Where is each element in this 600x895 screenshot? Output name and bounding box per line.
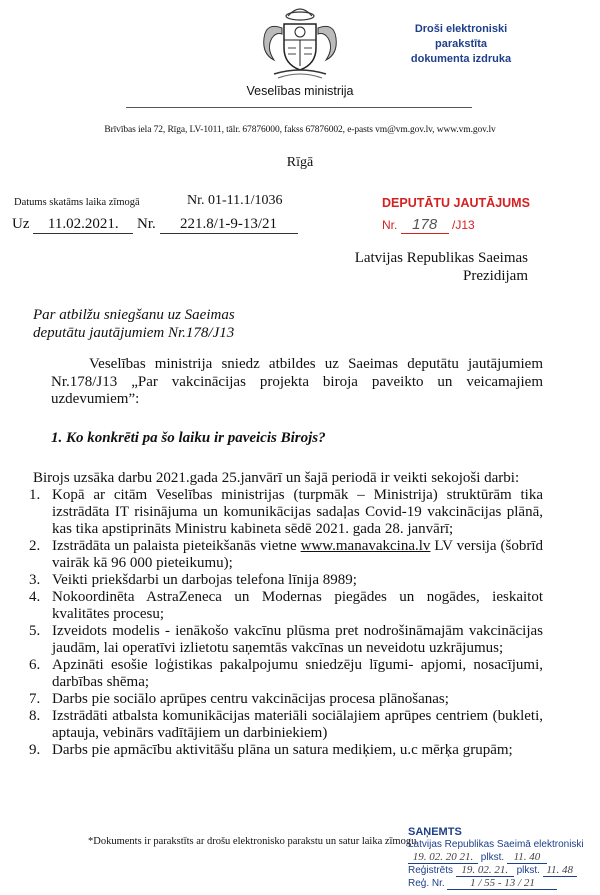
regnr-label: Reģ. Nr.	[408, 878, 445, 889]
list-item-number: 8.	[29, 708, 41, 724]
list-item-number: 7.	[29, 691, 41, 707]
received-date: 19. 02. 20 21.	[408, 851, 478, 864]
list-item-text: Izstrādāti atbalsta komunikācijas materiāli sociālajiem aprūpes centriem (bukleti, aptauja, vebinārs vadītājiem un darbiniekiem)	[52, 708, 543, 741]
list-item	[0, 538, 543, 572]
place: Rīgā	[286, 155, 314, 170]
list-item-text: Izveidots modelis - ienākošo vakcīnu plūsma pret nodrošināmajām vakcinācijas jaudām, lai operatīvi izlietotu saņemtās vakcīnas un neveidotu uzkrājumus;	[52, 623, 543, 656]
addressee-line1: Latvijas Republikas Saeimas	[354, 250, 528, 266]
signature-stamp	[396, 22, 526, 67]
subject-line1: Par atbilžu sniegšanu uz Saeimas	[33, 307, 235, 323]
registered-time-label: plkst.	[516, 865, 540, 876]
list-item-number: 2.	[29, 538, 41, 554]
received-org: Latvijas Republikas Saeimā elektroniski	[408, 839, 584, 850]
document-number: Nr. 01-11.1/1036	[187, 193, 283, 208]
body-paragraph: Veselības ministrija sniedz atbildes uz Saeimas deputātu jautājumiem Nr.178/J13 „Par vakcinācijas projekta biroja paveikto un veicamajiem uzdevumiem”:	[51, 356, 543, 407]
list-item	[0, 572, 543, 589]
list-item-text: Darbs pie sociālo aprūpes centru vakcinācijas procesa plānošanas;	[52, 691, 449, 707]
uz-label: Uz	[12, 216, 30, 232]
footnote: *Dokuments ir parakstīts ar drošu elektronisko parakstu un satur laika zīmogu	[88, 836, 417, 847]
list-item-number: 5.	[29, 623, 41, 639]
list-item	[0, 742, 543, 759]
ministry-name: Veselības ministrija	[246, 84, 354, 98]
deputy-nr-value: 178	[401, 216, 449, 234]
works-list	[0, 487, 543, 759]
received-time: 11. 40	[507, 851, 547, 864]
list-item-text: Apzināti esošie loģistikas pakalpojumu sniedzēju līgumi- apjomi, nosacījumi, darbības shēma;	[52, 657, 543, 690]
manavakcina-link[interactable]: www.manavakcina.lv	[300, 538, 431, 554]
coat-of-arms-emblem	[244, 4, 356, 84]
registered-date: 19. 02. 21.	[456, 864, 514, 877]
received-stamp	[408, 826, 588, 890]
header-divider	[126, 107, 472, 108]
nr-label: Nr.	[137, 216, 156, 232]
addressee-line2: Prezidijam	[463, 268, 528, 284]
uz-date: 11.02.2021.	[33, 216, 133, 234]
list-item	[0, 589, 543, 623]
list-item-text-pre: Izstrādāta un palaista pieteikšanās vietne	[52, 538, 301, 554]
signature-stamp-line1: Droši elektroniski parakstīta	[414, 23, 508, 50]
question-heading: 1. Ko konkrēti pa šo laiku ir paveicis Birojs?	[51, 430, 326, 446]
list-item-number: 9.	[29, 742, 41, 758]
deputy-nr-label: Nr.	[382, 218, 398, 232]
list-item	[0, 657, 543, 691]
deputy-stamp-number	[382, 216, 475, 234]
regnr-value: 1 / 55 - 13 / 21	[447, 877, 557, 890]
received-time-label: plkst.	[480, 852, 505, 863]
subject	[33, 306, 235, 342]
list-item-number: 3.	[29, 572, 41, 588]
registered-label: Reģistrēts	[408, 865, 454, 876]
list-item	[0, 691, 543, 708]
list-item-text-post: LV versija (šobrīd vairāk kā 96 000 pieteikumu);	[52, 538, 543, 571]
subject-line2: deputātu jautājumiem Nr.178/J13	[33, 325, 235, 341]
list-item-text: Veikti priekšdarbi un darbojas telefona līnija 8989;	[52, 572, 357, 588]
list-item	[0, 487, 543, 538]
received-title: SAŅEMTS	[408, 826, 462, 838]
list-item-number: 4.	[29, 589, 41, 605]
registered-time: 11. 48	[543, 864, 577, 877]
reply-reference	[12, 216, 298, 234]
list-item-number: 6.	[29, 657, 41, 673]
uz-number: 221.8/1-9-13/21	[160, 216, 298, 234]
addressee	[355, 249, 528, 285]
list-item-text: Darbs pie apmācību aktivitāšu plāna un satura mediķiem, u.c mērķa grupām;	[52, 742, 513, 758]
date-label: Datums skatāms laika zīmogā	[14, 197, 140, 208]
deputy-stamp-title: DEPUTĀTU JAUTĀJUMS	[382, 196, 530, 210]
contact-line: Brīvības iela 72, Rīga, LV-1011, tālr. 67876000, fakss 67876002, e-pasts vm@vm.gov.lv, www.vm.gov.lv	[104, 125, 496, 135]
deputy-nr-suffix: /J13	[452, 218, 475, 232]
list-item	[0, 623, 543, 657]
list-item-number: 1.	[29, 487, 41, 503]
signature-stamp-line2: dokumenta izdruka	[410, 53, 512, 65]
intro-paragraph: Birojs uzsāka darbu 2021.gada 25.janvārī un šajā periodā ir veikti sekojoši darbi:	[33, 470, 520, 486]
list-item-text: Kopā ar citām Veselības ministrijas (turpmāk – Ministrija) struktūrām tika izstrādāta IT risinājuma un komunikācijas sadaļas Covid-19 vakcinācijas plānā, kas tika apstiprināts Ministru kabineta sēdē 2021. gada 28. janvārī;	[52, 487, 543, 537]
list-item-text: Nokoordinēta AstraZeneca un Modernas piegādes un nogādes, ieskaitot kvalitātes procesu;	[52, 589, 543, 622]
list-item	[0, 708, 543, 742]
